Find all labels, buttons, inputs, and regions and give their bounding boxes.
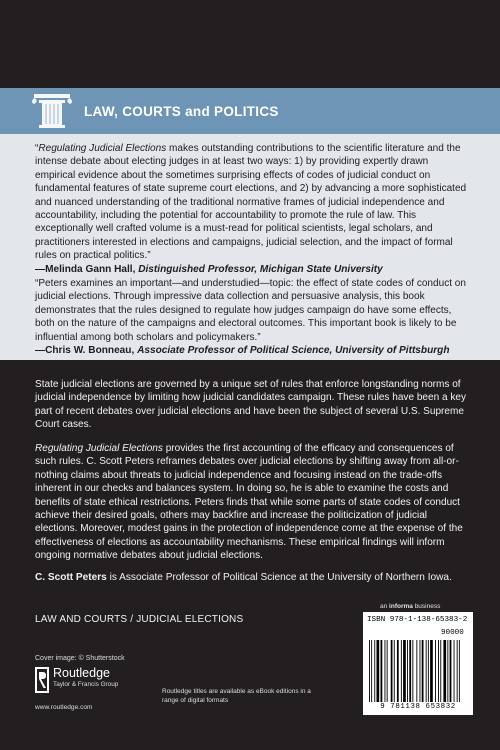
author-bio [35,572,475,583]
barcode-bar [387,640,388,702]
attrib-author: —Chris W. Bonneau, [35,345,138,357]
barcode-bar [381,640,383,702]
publisher-name: Routledge [53,666,110,680]
barcode-bar [412,640,413,702]
barcode-bar [443,640,446,702]
subject-category: LAW AND COURTS / JUDICIAL ELECTIONS [35,614,244,625]
barcode-digits: 9 781138 653832 [380,703,456,711]
book-title-italic: Regulating Judicial Elections [35,443,163,454]
barcode-bar [371,640,372,702]
review-quote [35,142,467,276]
barcode-bar [447,640,448,702]
author-bio-text: is Associate Professor of Political Science at the University of Northern Iowa. [106,572,452,583]
barcode-bar [403,640,406,702]
barcode-bar [438,640,439,702]
price-code: 90000 [441,629,464,637]
barcode-bar [377,640,380,702]
barcode-bars [367,640,469,702]
cover-image-credit: Cover image: © Shutterstock [35,655,125,662]
book-title-italic: Regulating Judicial Elections [38,143,167,154]
barcode-bar [394,640,395,702]
series-title: LAW, COURTS and POLITICS [84,104,279,119]
barcode-bar [428,640,429,702]
barcode-bar [409,640,411,702]
open-quote: “ [35,278,39,289]
barcode-bar [454,640,455,702]
barcode-bar [369,640,370,702]
informa-prefix: an [380,603,390,610]
barcode-bar [401,640,402,702]
barcode-bar [391,640,393,702]
barcode-bar [459,640,460,702]
review-quotes-panel [0,134,500,360]
quote-attribution [35,263,467,276]
barcode-bar [385,640,386,702]
author-name: C. Scott Peters [35,572,107,583]
barcode-bar [457,640,458,702]
quote-text: Peters examines an important—and understudied—topic: the effect of state codes of conduct on judicial elections. Through impressive data collection and persuasive analysis, this book demonstrates that the rules designed to regulate how judges campaign do have some effects, both on the nature of the campaigns and electoral outcomes. This important book is likely to be influential among both scholars and policymakers.” [35,278,466,343]
quote-text: makes outstanding contributions to the scientific literature and the intense debate about electing judges in at least two ways: 1) by providing expertly drawn empirical evidence about the sometimes surprising effects of codes of judicial conduct on fundamental features of state supreme court elections, and 2) by advancing a more sophisticated and nuanced understanding of the traditional normative frames of judicial independence and accountability, including the potential for accountability to promote the rule of law. This exceptionally well crafted volume is a must-read for political scientists, legal scholars, and practitioners interested in elections and campaigns, judicial selection, and the impact of formal rules on practical politics.” [35,143,467,262]
isbn-label: ISBN 978-1-138-65383-2 [367,616,468,624]
open-quote: “ [35,143,39,154]
description-paragraph: State judicial elections are governed by a unique set of rules that enforce longstanding norms of judicial independence by limiting how judicial candidates campaign. These rules have been a key part of recent debates over judicial elections and have been the subject of several U.S. Supreme Court cases. [35,379,466,431]
barcode-bar [374,640,375,702]
description-paragraph [35,442,467,563]
description-text: provides the first accounting of the efficacy and consequences of such rules. C. Scott Peters reframes debates over judicial elections by shifting away from all-or-nothing claims about threats to judicial independence and focusing instead on the trade-offs inherent in our checks and balances system. In doing so, he is able to examine the costs and benefits of state ethical restrictions. Peters finds that while some parts of state codes of conduct achieve their desired goals, others may backfire and increase the politicization of judicial elections. Moreover, modest gains in the protection of independence come at the expense of the effectiveness of elections as accountability mechanisms. These empirical findings will inform ongoing normative debates about judicial elections. [35,443,463,562]
barcode-bar [407,640,408,702]
barcode-bar [422,640,424,702]
barcode-bar [440,640,441,702]
barcode-bar [430,640,433,702]
informa-brand: informa [389,603,413,610]
quote-attribution [35,344,467,357]
attrib-role: Associate Professor of Political Science, University of Pittsburgh [137,345,450,357]
ebook-note: Routledge titles are available as eBook editions in a range of digital formats [162,688,311,704]
barcode-bar [416,640,417,702]
barcode-bar [435,640,436,702]
isbn-barcode [363,612,473,715]
informa-suffix: business [412,603,441,610]
attrib-role: Distinguished Professor, Michigan State University [138,263,383,275]
barcode-bar [420,640,421,702]
barcode-bar [426,640,427,702]
classical-column-icon [30,92,74,130]
barcode-bar [450,640,452,702]
informa-business-tag [380,603,440,610]
routledge-logo-icon [35,667,49,693]
publisher-url: www.routledge.com [35,704,93,711]
review-quote [35,277,467,357]
publisher-group: Taylor & Francis Group [53,681,119,688]
attrib-author: —Melinda Gann Hall, [35,263,139,275]
barcode-bar [397,640,399,702]
